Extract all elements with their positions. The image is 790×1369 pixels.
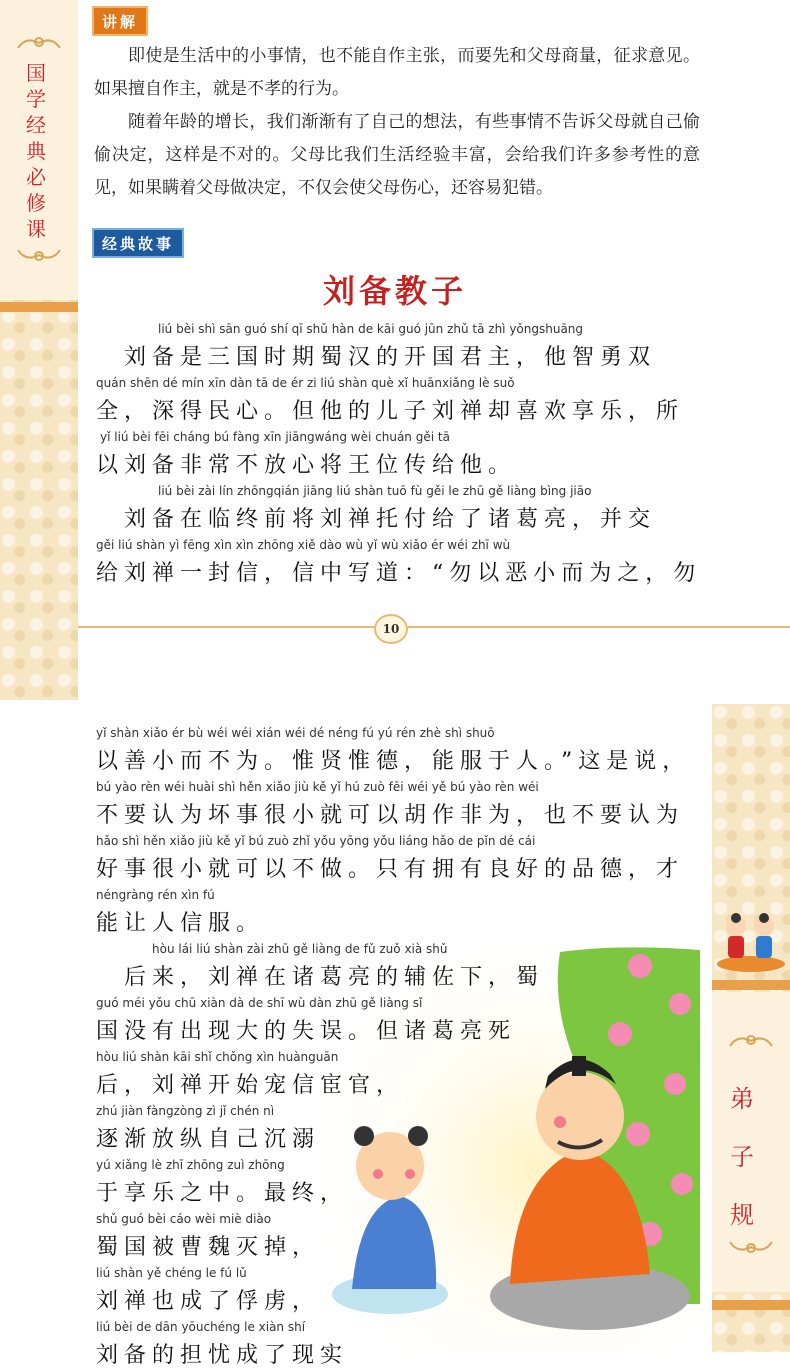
hanzi-line: 后，刘禅开始宠信宦官，: [96, 1073, 405, 1098]
pinyin-line: shǔ guó bèi cáo wèi miè diào: [96, 1212, 272, 1226]
hanzi-line: 刘禅也成了俘虏，: [96, 1289, 321, 1314]
book-page-bottom: [0, 704, 790, 1368]
explanation-paragraph: 随着年龄的增长，我们渐渐有了自己的想法，有些事情不告诉父母就自己偷偷决定，这样是不对的。父母比我们生活经验丰富，会给我们许多参考性的意见，如果瞒着父母做决定，不仅会使父母伤心，还容易犯错。: [94, 112, 700, 198]
hanzi-line: 给刘禅一封信，信中写道：“勿以恶小而为之，勿: [96, 561, 702, 586]
hanzi-line: 蜀国被曹魏灭掉，: [96, 1235, 321, 1260]
hanzi-line: 于享乐之中。最终，: [96, 1181, 349, 1206]
hanzi-line: 能让人信服。: [96, 911, 265, 936]
hanzi-line: 刘备在临终前将刘禅托付给了诸葛亮，并交: [96, 507, 657, 532]
pinyin-line: liú bèi zài lín zhōngqián jiāng liú shàn tuō fù gěi le zhū gě liàng bìng jiāo: [158, 484, 592, 498]
pinyin-line: hǎo shì hěn xiǎo jiù kě yǐ bú zuò zhǐ yǒu yōng yǒu liáng hǎo de pǐn dé cái: [96, 834, 536, 848]
pinyin-line: hòu liú shàn kāi shǐ chǒng xìn huànguān: [96, 1050, 339, 1064]
pinyin-line: liú bèi de dān yōuchéng le xiàn shí: [96, 1320, 306, 1334]
series-title-char: 课: [26, 217, 46, 241]
cloud-ornament-icon: [16, 34, 62, 52]
hanzi-line: 全，深得民心。但他的儿子刘禅却喜欢享乐，所: [96, 399, 685, 424]
pinyin-line: hòu lái liú shàn zài zhū gě liàng de fǔ zuǒ xià shǔ: [152, 942, 448, 956]
explanation-tag: 讲解: [92, 6, 148, 36]
series-title-char: 学: [26, 87, 46, 111]
page-number: 10: [374, 614, 408, 644]
hanzi-line: 后来，刘禅在诸葛亮的辅佐下，蜀: [96, 965, 545, 990]
pinyin-line: quán shēn dé mín xīn dàn tā de ér zi liú shàn què xǐ huānxiǎng lè suǒ: [96, 376, 515, 390]
pinyin-line: guó méi yǒu chū xiàn dà de shī wù dàn zhū gě liàng sǐ: [96, 996, 423, 1010]
pinyin-line: liú bèi shì sān guó shí qī shǔ hàn de kāi guó jūn zhǔ tā zhì yǒngshuāng: [158, 322, 584, 336]
right-band-stripe: [712, 980, 790, 990]
cloud-ornament-icon: [728, 1238, 774, 1256]
pinyin-line: néngràng rén xìn fú: [96, 888, 215, 902]
cloud-ornament-icon: [16, 246, 62, 264]
pinyin-line: yǐ shàn xiǎo ér bù wéi wéi xián wéi dé néng fú yú rén zhè shì shuō: [96, 726, 495, 740]
pinyin-line: liú shàn yě chéng le fú lǔ: [96, 1266, 247, 1280]
hanzi-line: 好事很小就可以不做。只有拥有良好的品德，才: [96, 857, 685, 882]
children-illustration-icon: [714, 904, 788, 974]
pinyin-line: yú xiǎng lè zhī zhōng zuì zhōng: [96, 1158, 285, 1172]
series-title-vertical: [26, 60, 46, 242]
explanation-text: [94, 40, 700, 205]
hanzi-line: 逐渐放纵自己沉溺: [96, 1127, 321, 1152]
hanzi-line: 不要认为坏事很小就可以胡作非为，也不要认为: [96, 803, 685, 828]
classic-story-tag: 经典故事: [92, 228, 184, 258]
book-title-char: 弟: [730, 1085, 754, 1113]
left-band-stripe: [0, 302, 78, 312]
pinyin-line: gěi liú shàn yì fēng xìn xìn zhōng xiě dào wù yǐ wù xiǎo ér wéi zhī wù: [96, 538, 511, 552]
series-title-char: 修: [26, 191, 46, 215]
story-title: 刘备教子: [322, 272, 467, 310]
hanzi-line: 以刘备非常不放心将王位传给他。: [96, 453, 517, 478]
pinyin-line: zhú jiàn fàngzòng zì jǐ chén nì: [96, 1104, 275, 1118]
right-band-stripe: [712, 1300, 790, 1310]
series-title-char: 经: [26, 113, 46, 137]
hanzi-line: 刘备的担忧成了现实: [96, 1343, 349, 1368]
pinyin-line: yǐ liú bèi fēi cháng bú fàng xīn jiāngwáng wèi chuán gěi tā: [100, 430, 450, 444]
book-title-char: 规: [730, 1201, 754, 1229]
page-divider: [78, 626, 790, 628]
series-title-char: 典: [26, 139, 46, 163]
series-title-char: 国: [26, 61, 46, 85]
explanation-paragraph: 即使是生活中的小事情，也不能自作主张，而要先和父母商量，征求意见。如果擅自作主，就是不孝的行为。: [94, 46, 700, 99]
pinyin-line: bú yào rèn wéi huài shì hěn xiǎo jiù kě yǐ hú zuò fēi wéi yě bú yào rèn wéi: [96, 780, 539, 794]
hanzi-line: 刘备是三国时期蜀汉的开国君主，他智勇双: [96, 345, 657, 370]
hanzi-line: 以善小而不为。惟贤惟德，能服于人。”这是说，: [96, 749, 691, 774]
cloud-ornament-icon: [728, 1032, 774, 1050]
book-title-char: 子: [730, 1143, 754, 1171]
hanzi-line: 国没有出现大的失误。但诸葛亮死: [96, 1019, 517, 1044]
series-title-char: 必: [26, 165, 46, 189]
book-title-vertical: [730, 1070, 754, 1244]
